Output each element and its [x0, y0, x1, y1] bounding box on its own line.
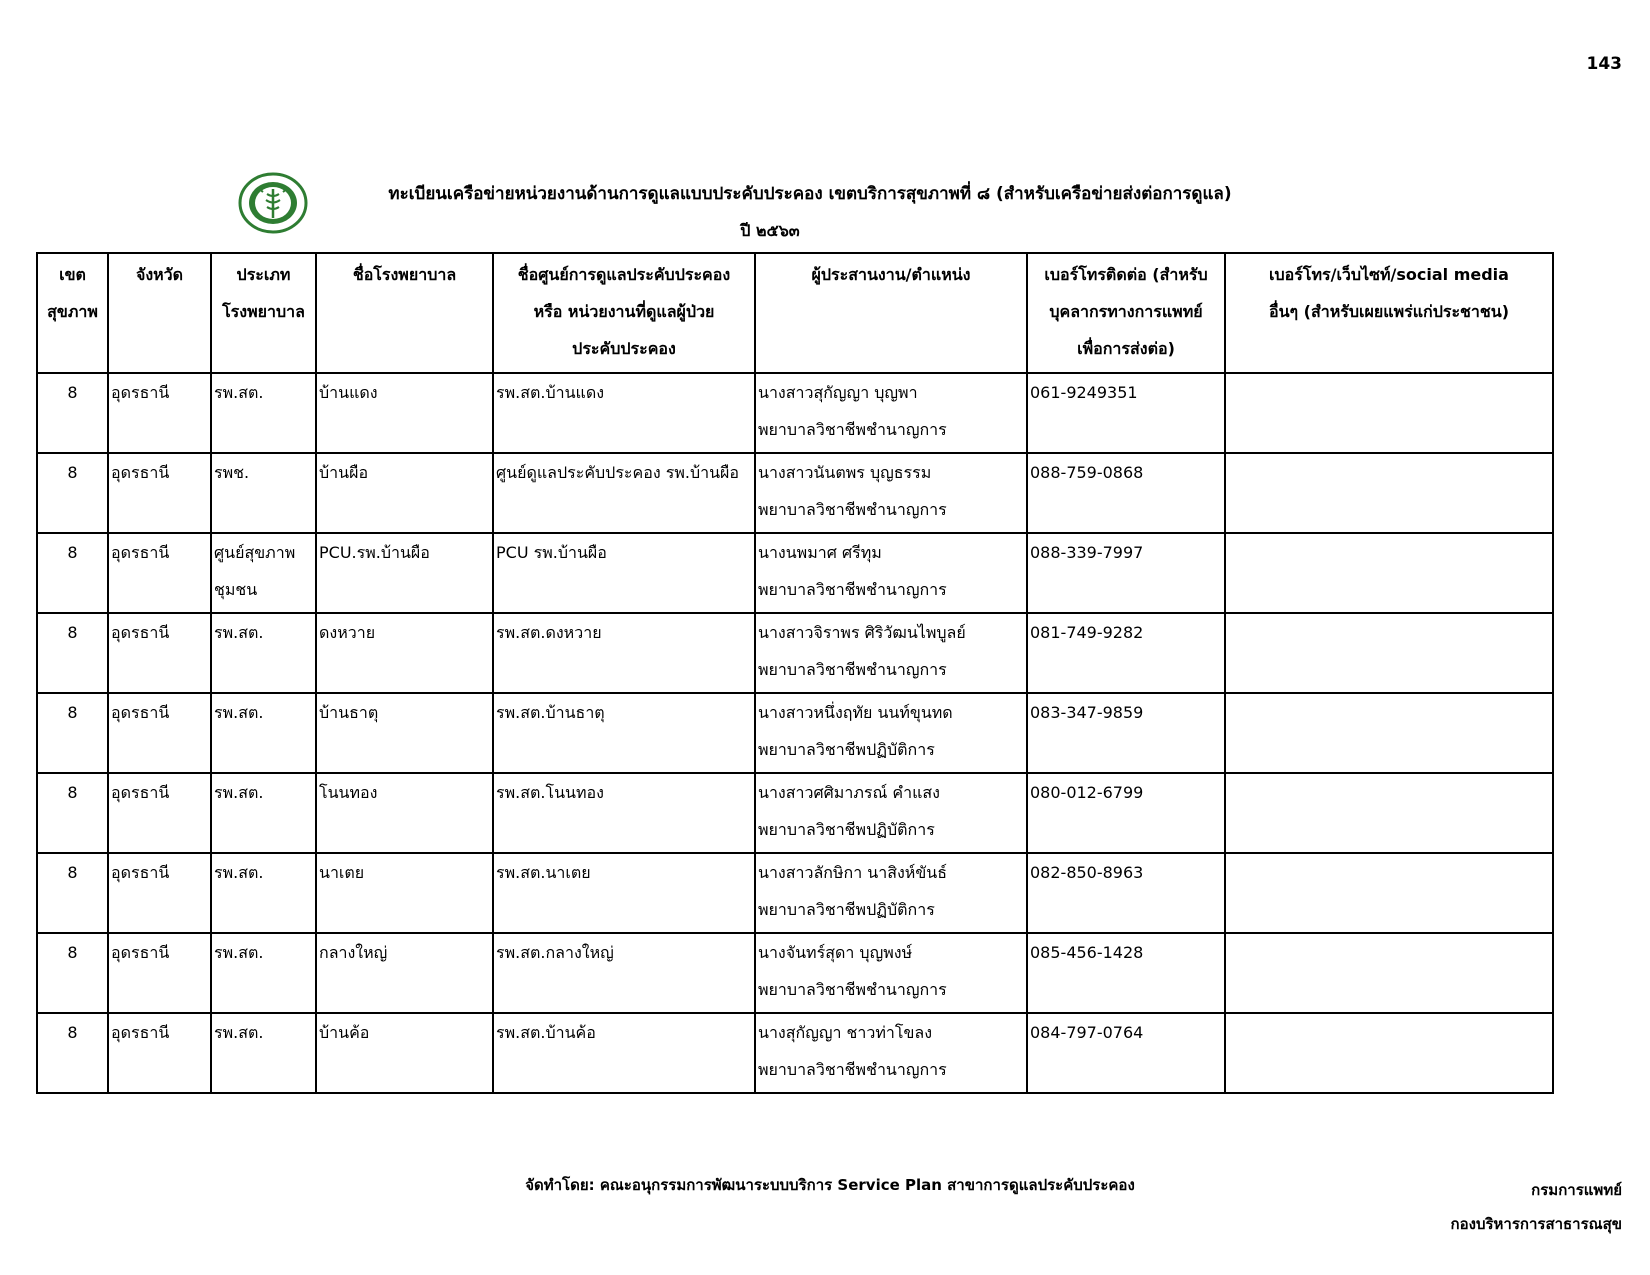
cell-text: อุดรธานี	[111, 783, 170, 802]
table-header-row	[37, 253, 1553, 373]
cell-province	[108, 933, 211, 1013]
cell-text: บ้านค้อ	[319, 1023, 370, 1042]
cell-hospital-type	[211, 533, 316, 613]
cell-text: PCU รพ.บ้านผือ	[496, 543, 607, 562]
cell-province	[108, 853, 211, 933]
table-row	[37, 773, 1553, 853]
cell-text: อุดรธานี	[111, 463, 170, 482]
cell-text: พยาบาลวิชาชีพชำนาญการ	[758, 580, 947, 599]
cell-palliative-unit	[493, 1013, 755, 1093]
cell-text: นาเตย	[319, 863, 365, 882]
cell-text: รพ.สต.	[214, 783, 264, 802]
cell-palliative-unit	[493, 853, 755, 933]
cell-hospital-type	[211, 373, 316, 453]
cell-text: 8	[67, 703, 78, 722]
cell-province	[108, 1013, 211, 1093]
cell-text: ศูนย์ดูแลประคับประคอง รพ.บ้านผือ	[496, 463, 740, 482]
cell-public-contact	[1225, 1013, 1553, 1093]
column-header-coordinator	[755, 253, 1027, 373]
column-header-hospital-name	[316, 253, 493, 373]
cell-health-region	[37, 373, 108, 453]
cell-text: 8	[67, 783, 78, 802]
cell-referral-phone	[1027, 853, 1225, 933]
cell-text: นางสาวจิราพร ศิริวัฒนไพบูลย์	[758, 623, 966, 642]
column-header-line: ชื่อโรงพยาบาล	[352, 265, 457, 284]
cell-text: 081-749-9282	[1030, 623, 1144, 642]
cell-text: รพ.สต.	[214, 943, 264, 962]
cell-text: รพ.สต.นาเตย	[496, 863, 591, 882]
cell-text: 8	[67, 943, 78, 962]
cell-public-contact	[1225, 853, 1553, 933]
column-header-province	[108, 253, 211, 373]
cell-health-region	[37, 1013, 108, 1093]
cell-coordinator	[755, 373, 1027, 453]
cell-health-region	[37, 773, 108, 853]
page-title: ทะเบียนเครือข่ายหน่วยงานด้านการดูแลแบบประคับประคอง เขตบริการสุขภาพที่ ๘ (สำหรับเครือข่ายส่งต่อการดูแล)	[388, 184, 1232, 204]
cell-text: 8	[67, 383, 78, 402]
column-header-line: บุคลากรทางการแพทย์	[1049, 302, 1203, 321]
cell-text: 088-339-7997	[1030, 543, 1144, 562]
cell-text: 085-456-1428	[1030, 943, 1144, 962]
cell-public-contact	[1225, 613, 1553, 693]
organization-names	[1451, 1173, 1622, 1241]
cell-text: 082-850-8963	[1030, 863, 1144, 882]
prepared-by-note: จัดทำโดย: คณะอนุกรรมการพัฒนาระบบบริการ Service Plan สาขาการดูแลประคับประคอง	[525, 1176, 1135, 1194]
cell-hospital-type	[211, 1013, 316, 1093]
cell-palliative-unit	[493, 933, 755, 1013]
cell-text: อุดรธานี	[111, 623, 170, 642]
cell-text: 083-347-9859	[1030, 703, 1144, 722]
cell-text: รพ.สต.บ้านแดง	[496, 383, 605, 402]
cell-text: 088-759-0868	[1030, 463, 1144, 482]
cell-coordinator	[755, 613, 1027, 693]
cell-hospital-type	[211, 453, 316, 533]
column-header-line: ชื่อศูนย์การดูแลประคับประคอง	[517, 265, 731, 284]
cell-palliative-unit	[493, 613, 755, 693]
column-header-line: จังหวัด	[135, 265, 184, 284]
cell-public-contact	[1225, 933, 1553, 1013]
cell-referral-phone	[1027, 373, 1225, 453]
cell-health-region	[37, 613, 108, 693]
cell-hospital-name	[316, 933, 493, 1013]
cell-health-region	[37, 693, 108, 773]
column-header-line: เขต	[59, 265, 86, 284]
cell-text: อุดรธานี	[111, 543, 170, 562]
column-header-public-contact	[1225, 253, 1553, 373]
column-header-palliative-unit	[493, 253, 755, 373]
cell-text: PCU.รพ.บ้านผือ	[319, 543, 430, 562]
cell-health-region	[37, 853, 108, 933]
page-subtitle: ปี ๒๕๖๓	[740, 221, 800, 240]
cell-text: บ้านธาตุ	[319, 703, 379, 722]
cell-palliative-unit	[493, 693, 755, 773]
cell-hospital-name	[316, 1013, 493, 1093]
column-header-line: เบอร์โทรติดต่อ (สำหรับ	[1044, 265, 1208, 284]
cell-text: 061-9249351	[1030, 383, 1138, 402]
cell-palliative-unit	[493, 773, 755, 853]
cell-text: นางนพมาศ ศรีทุม	[758, 543, 882, 562]
column-header-line: เบอร์โทร/เว็บไซท์/social media	[1269, 265, 1509, 284]
cell-public-contact	[1225, 533, 1553, 613]
cell-palliative-unit	[493, 453, 755, 533]
cell-text: อุดรธานี	[111, 943, 170, 962]
column-header-referral-phone	[1027, 253, 1225, 373]
cell-hospital-name	[316, 613, 493, 693]
cell-hospital-type	[211, 613, 316, 693]
table-row	[37, 613, 1553, 693]
cell-text: กลางใหญ่	[319, 943, 388, 962]
cell-text: อุดรธานี	[111, 383, 170, 402]
cell-text: รพ.สต.	[214, 383, 264, 402]
cell-text: อุดรธานี	[111, 703, 170, 722]
cell-hospital-name	[316, 453, 493, 533]
cell-text: นางจันทร์สุดา บุญพงษ์	[758, 943, 913, 962]
cell-referral-phone	[1027, 613, 1225, 693]
cell-referral-phone	[1027, 1013, 1225, 1093]
column-header-hospital-type	[211, 253, 316, 373]
column-header-line: หรือ หน่วยงานที่ดูแลผู้ป่วย	[533, 302, 715, 321]
column-header-line: โรงพยาบาล	[222, 302, 305, 321]
cell-hospital-type	[211, 853, 316, 933]
cell-hospital-type	[211, 933, 316, 1013]
cell-text: นางสาวนันตพร บุญธรรม	[758, 463, 932, 482]
cell-text: รพ.สต.บ้านธาตุ	[496, 703, 605, 722]
cell-text: พยาบาลวิชาชีพชำนาญการ	[758, 1060, 947, 1079]
cell-referral-phone	[1027, 933, 1225, 1013]
cell-text: รพ.สต.บ้านค้อ	[496, 1023, 596, 1042]
cell-province	[108, 613, 211, 693]
cell-text: พยาบาลวิชาชีพชำนาญการ	[758, 980, 947, 999]
cell-text: 080-012-6799	[1030, 783, 1144, 802]
cell-text: พยาบาลวิชาชีพชำนาญการ	[758, 420, 947, 439]
cell-text: รพ.สต.โนนทอง	[496, 783, 604, 802]
table-row	[37, 933, 1553, 1013]
cell-text: 8	[67, 1023, 78, 1042]
table-body	[37, 373, 1553, 1093]
cell-text: พยาบาลวิชาชีพชำนาญการ	[758, 500, 947, 519]
cell-text: พยาบาลวิชาชีพปฏิบัติการ	[758, 900, 935, 919]
table-row	[37, 1013, 1553, 1093]
cell-text: อุดรธานี	[111, 1023, 170, 1042]
cell-text: รพช.	[214, 463, 250, 482]
cell-text: บ้านผือ	[319, 463, 369, 482]
cell-text: นางสาวหนึ่งฤทัย นนท์ขุนทด	[758, 703, 953, 722]
cell-public-contact	[1225, 693, 1553, 773]
cell-coordinator	[755, 773, 1027, 853]
cell-referral-phone	[1027, 453, 1225, 533]
cell-text: รพ.สต.	[214, 623, 264, 642]
cell-public-contact	[1225, 773, 1553, 853]
cell-province	[108, 693, 211, 773]
cell-text: รพ.สต.	[214, 863, 264, 882]
cell-text: 084-797-0764	[1030, 1023, 1144, 1042]
table-row	[37, 373, 1553, 453]
cell-text: พยาบาลวิชาชีพปฏิบัติการ	[758, 820, 935, 839]
cell-hospital-name	[316, 693, 493, 773]
cell-text: ดงหวาย	[319, 623, 376, 642]
cell-text: รพ.สต.	[214, 703, 264, 722]
cell-text: รพ.สต.	[214, 1023, 264, 1042]
page-number: 143	[1586, 54, 1622, 74]
cell-text: 8	[67, 463, 78, 482]
cell-health-region	[37, 453, 108, 533]
cell-hospital-name	[316, 373, 493, 453]
network-register-table	[36, 252, 1554, 1094]
cell-text: นางสาวศศิมาภรณ์ คำแสง	[758, 783, 940, 802]
ministry-seal-logo-icon	[238, 172, 308, 234]
cell-text: นางสุกัญญา ชาวท่าโขลง	[758, 1023, 933, 1042]
cell-hospital-name	[316, 853, 493, 933]
column-header-line: ผู้ประสานงาน/ตำแหน่ง	[811, 265, 971, 284]
cell-health-region	[37, 533, 108, 613]
cell-referral-phone	[1027, 693, 1225, 773]
column-header-line: สุขภาพ	[47, 302, 98, 321]
column-header-line: ประคับประคอง	[572, 339, 676, 358]
cell-palliative-unit	[493, 373, 755, 453]
table-row	[37, 533, 1553, 613]
table-row	[37, 853, 1553, 933]
cell-coordinator	[755, 533, 1027, 613]
cell-hospital-name	[316, 533, 493, 613]
org-line-1: กรมการแพทย์	[1531, 1181, 1622, 1199]
column-header-line: เพื่อการส่งต่อ)	[1077, 339, 1175, 358]
cell-text: 8	[67, 623, 78, 642]
cell-public-contact	[1225, 453, 1553, 533]
cell-text: 8	[67, 543, 78, 562]
table-row	[37, 453, 1553, 533]
cell-text: นางสาวลักษิกา นาสิงห์ขันธ์	[758, 863, 947, 882]
cell-text: 8	[67, 863, 78, 882]
cell-text: ชุมชน	[214, 580, 258, 599]
cell-hospital-type	[211, 693, 316, 773]
cell-province	[108, 373, 211, 453]
table-row	[37, 693, 1553, 773]
cell-text: รพ.สต.ดงหวาย	[496, 623, 602, 642]
cell-text: พยาบาลวิชาชีพปฏิบัติการ	[758, 740, 935, 759]
cell-coordinator	[755, 1013, 1027, 1093]
cell-text: ศูนย์สุขภาพ	[214, 543, 296, 562]
cell-province	[108, 453, 211, 533]
cell-public-contact	[1225, 373, 1553, 453]
cell-text: อุดรธานี	[111, 863, 170, 882]
cell-hospital-name	[316, 773, 493, 853]
cell-hospital-type	[211, 773, 316, 853]
cell-referral-phone	[1027, 533, 1225, 613]
cell-text: โนนทอง	[319, 783, 378, 802]
cell-coordinator	[755, 933, 1027, 1013]
cell-coordinator	[755, 853, 1027, 933]
cell-province	[108, 533, 211, 613]
cell-text: รพ.สต.กลางใหญ่	[496, 943, 614, 962]
cell-province	[108, 773, 211, 853]
column-header-line: ประเภท	[236, 265, 291, 284]
cell-coordinator	[755, 693, 1027, 773]
cell-health-region	[37, 933, 108, 1013]
cell-coordinator	[755, 453, 1027, 533]
cell-text: พยาบาลวิชาชีพชำนาญการ	[758, 660, 947, 679]
column-header-health-region	[37, 253, 108, 373]
org-line-2: กองบริหารการสาธารณสุข	[1450, 1215, 1622, 1233]
cell-referral-phone	[1027, 773, 1225, 853]
column-header-line: อื่นๆ (สำหรับเผยแพร่แก่ประชาชน)	[1268, 302, 1510, 321]
cell-text: นางสาวสุกัญญา บุญพา	[758, 383, 918, 402]
cell-palliative-unit	[493, 533, 755, 613]
cell-text: บ้านแดง	[319, 383, 378, 402]
